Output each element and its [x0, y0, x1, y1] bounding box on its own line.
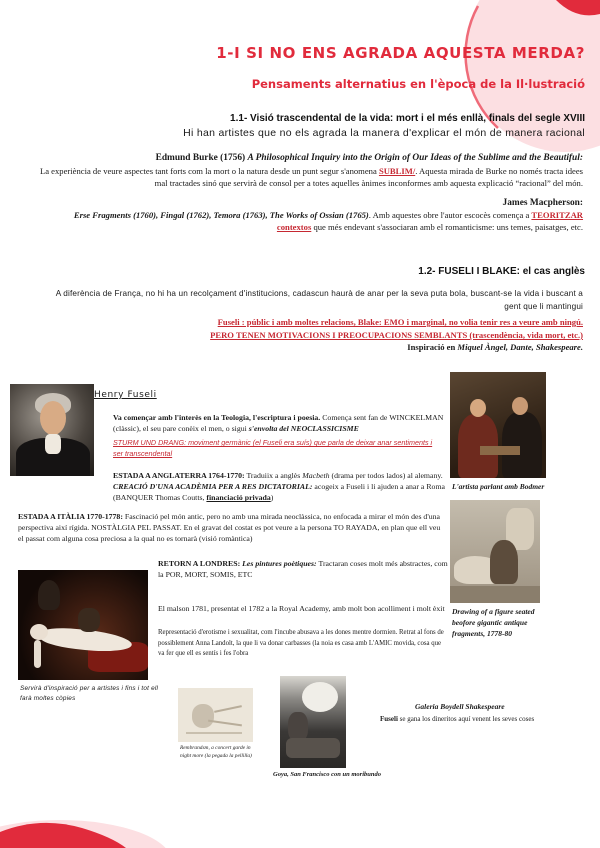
- burke-heading: [156, 153, 583, 163]
- boydell-text: se gana los dineritos aquí venent les seves coses: [397, 715, 535, 723]
- sketch-stroke-2: [208, 720, 242, 727]
- nightmare-heading: [158, 603, 448, 614]
- page-subtitle: Pensaments alternatius en l'època de la Il·lustració: [251, 77, 585, 91]
- bodmer-caption: L'artista parlant amb Bodmer: [452, 482, 545, 491]
- england-paragraph: [113, 470, 445, 504]
- boydell-gallery-text: [380, 715, 534, 723]
- sketch-stroke-3: [186, 732, 242, 734]
- stone-plinth: [450, 586, 540, 603]
- origins-bold: Va començar amb l'interès en la Teologia, l'escriptura i poesia.: [113, 413, 321, 422]
- fuseli-name-label: Henry Fuseli: [94, 390, 157, 400]
- macpherson-keyword: TEORITZAR contextos: [276, 210, 583, 232]
- england-text-b: (drama per todos lados) al alemany.: [329, 471, 443, 480]
- boydell-fuseli-name: Fuseli: [380, 715, 398, 723]
- inspiration-line: [407, 342, 583, 352]
- nightmare-inspiration-note: Servirà d'inspiració per a artistes i fins i tot ell farà moltes còpies: [20, 685, 159, 702]
- nightmare-text: , presentat el 1782 a la Royal Academy, amb molt bon acolliment i molt èxit: [206, 604, 445, 613]
- seated-figure-drawing-image: [450, 500, 540, 603]
- macpherson-text-b: que més endevant s'associaran amb el romanticisme: uns temes, paisatges, etc.: [311, 221, 583, 232]
- england-text-d: ): [270, 493, 274, 503]
- macpherson-heading: James Macpherson:: [502, 198, 583, 208]
- seated-figure: [490, 540, 518, 584]
- sketch-stroke-1: [214, 705, 242, 713]
- nightmare-description: Representació d'erotisme i sexualitat, com l'incube abusava a les dones mentre dormien. Retrat al fons de possiblement Anna Landolt, la que li va donar carbasses (la noia es casa amb L'AMIC movida, cosa que va fer que ell es sentís i fes l'obra: [158, 629, 444, 657]
- england-funding: financiació privada: [206, 493, 271, 503]
- england-text-a: Traduiix a anglès: [244, 471, 303, 480]
- inspiration-names: Miquel Àngel, Dante, Shakespeare.: [457, 342, 583, 352]
- woman-head: [30, 624, 48, 640]
- page-title: 1-I SI NO ENS AGRADA AQUESTA MERDA?: [216, 44, 585, 62]
- section-1-1-heading: 1.1- Visió trascendental de la vida: mort i el més enllà, finals del segle XVIII: [230, 113, 585, 124]
- england-work: Macbeth: [302, 471, 330, 480]
- origins-emphasis: s'envolta del NEOCLASSICISME: [248, 424, 359, 434]
- sketch-caption: Rembrandsm, a concert garde in night more (la pegada la pellilla): [180, 745, 252, 759]
- nightmare-painting-image: [18, 570, 148, 680]
- decorative-bottom-left-shape: [0, 790, 170, 848]
- bodmer-painting-image: [450, 372, 546, 478]
- portrait-cravat: [45, 434, 61, 454]
- figure-head-left: [470, 399, 486, 417]
- sketch-image: [178, 688, 253, 742]
- goya-light-area: [302, 682, 338, 712]
- london-label: RETORN A LONDRES:: [158, 559, 241, 568]
- section-1-1-intro: Hi han artistes que no els agrada la manera d'explicar el món de manera racional: [183, 127, 585, 139]
- fuseli-portrait-image: [10, 384, 94, 476]
- england-academy: CREACIÓ D'UNA ACADÈMIA PER A RES DICTATORIAL:: [113, 482, 313, 492]
- section-1-2-heading: 1.2- FUSELI I BLAKE: el cas anglès: [418, 266, 585, 277]
- incubus-figure: [78, 608, 100, 632]
- london-subtitle: Les pintures poètiques:: [240, 559, 317, 568]
- sturm-und-drang-note: STURM UND DRANG: moviment germànic (el Fuseli era suís) que parla de deixar anar sentiments i ser transcendental: [113, 438, 433, 458]
- figure-head-right: [512, 397, 528, 415]
- inspiration-label: Inspiració en: [407, 342, 458, 352]
- contrast-line-1: Fuseli : públic i amb moltes relacions, Blake: EMO i marginal, no volia tenir res a veure amb ningú.: [217, 317, 583, 327]
- goya-bed: [286, 738, 340, 758]
- italy-text: Fascinació pel món antic, pero no amb una mirada neoclàssica, no enfocada a mirar el món des d'una perspectiva així rígida. NOSTÀLGIA PEL PASSAT. En el gravat del costat es pot veure a la persona TO RAYADA, en plan que ell veu el passat com alguna cosa preciosa a la qual no es tornarà (visió romàntica): [18, 512, 441, 544]
- boydell-gallery-title: Galeria Boydell Shakespeare: [415, 702, 505, 711]
- goya-caption: Goya, San Francisco con un moribundo: [273, 771, 381, 778]
- burke-name: Edmund Burke (1756): [155, 153, 248, 163]
- macpherson-text-a: . Amb aquestes obre l'autor escocès comença a: [368, 210, 532, 220]
- burke-work-title: A Philosophical Inquiry into the Origin of Our Ideas of the Sublime and the Beautiful:: [247, 153, 583, 163]
- table-highlight: [480, 446, 520, 455]
- section-1-2-intro: A diferència de França, no hi ha un recolçament d'institucions, cadascun haurà de anar per la seva puta bola, buscant-se la vida i buscant a gent que li mantingui: [55, 289, 583, 311]
- drawing-caption: Drawing of a figure seated beofore gigantic antique fragments, 1778-80: [452, 607, 535, 638]
- figure-dark-robe: [502, 412, 542, 478]
- burke-keyword: SUBLIM/: [378, 166, 416, 176]
- macpherson-paragraph: [53, 210, 583, 233]
- burke-text-a: La experiència de veure aspectes tant forts com la mort o la natura desde un punt segur s'anomena: [39, 166, 379, 176]
- hanging-arm: [34, 640, 41, 668]
- london-paragraph: [158, 558, 448, 580]
- burke-paragraph: [33, 166, 583, 189]
- horse-head: [38, 580, 60, 610]
- sketch-figure: [192, 704, 214, 728]
- italy-paragraph: [18, 511, 446, 545]
- origins-text: Comença sent fan de WINCKELMAN (clàssic), el seu pare conèix el men, o sigui: [113, 413, 444, 434]
- nightmare-title: El malson 1781: [158, 604, 207, 613]
- portrait-face: [40, 401, 66, 435]
- england-label: ESTADA A ANGLATERRA 1764-1770:: [113, 471, 245, 480]
- burke-text-b: . Aquesta mirada de Burke no només tracta idees mal tractades sinó que servirà de consol per a totes aquelles ànimes inconformes amb aquesta explicació “racional” del món.: [154, 166, 583, 188]
- italy-label: ESTADA A ITÀLIA 1770-1778:: [18, 512, 123, 521]
- contrast-line-2: PERO TENEN MOTIVACIONS I PREOCUPACIONS SEMBLANTS (trascendència, vida mort, etc.): [210, 330, 583, 340]
- fuseli-origins-paragraph: [113, 412, 445, 434]
- london-text: Tractaran coses molt més abstractes, com la POR, MORT, SOMIS, ETC: [158, 559, 448, 580]
- macpherson-works: Erse Fragments (1760), Fingal (1762), Temora (1763), The Works of Ossian (1765): [73, 210, 369, 220]
- england-text-c: acogeix a Fuseli i li ajuden a anar a Roma (BANQUER Thomas Coutts,: [113, 482, 445, 503]
- goya-painting-image: [280, 676, 346, 768]
